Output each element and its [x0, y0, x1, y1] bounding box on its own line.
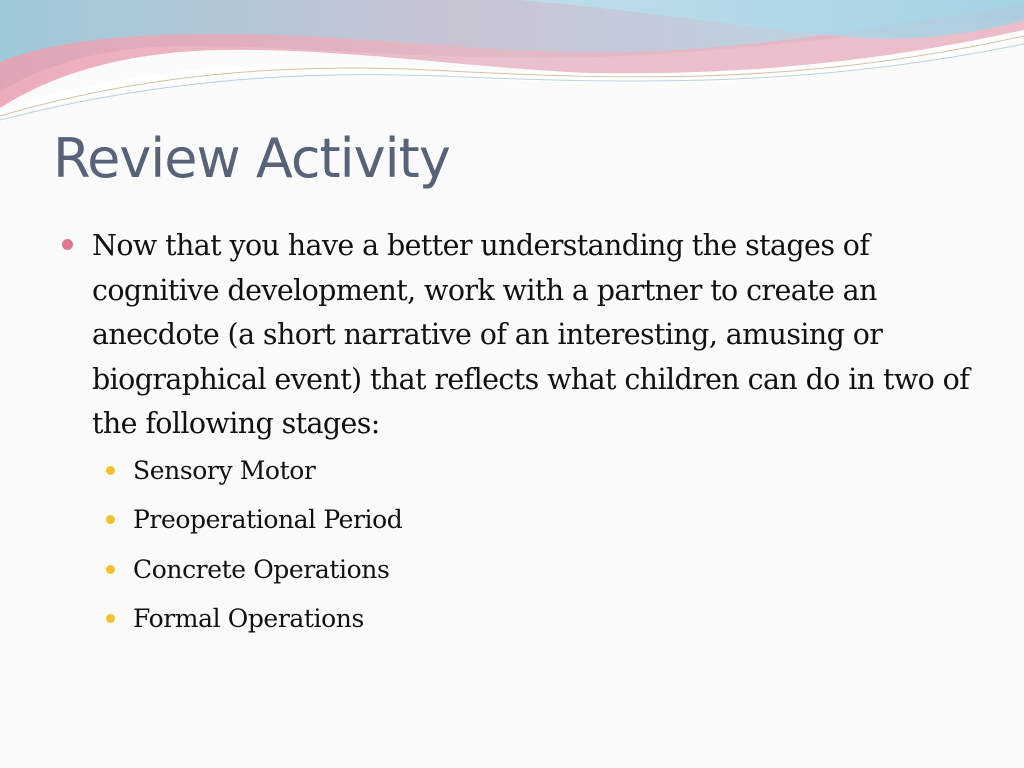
main-bullet-point — [62, 224, 982, 447]
list-item — [106, 599, 982, 649]
yellow-bullet-icon — [106, 515, 115, 524]
pink-bullet-icon — [62, 239, 73, 250]
stage-label: Formal Operations — [133, 604, 364, 633]
stage-label: Sensory Motor — [133, 455, 316, 485]
yellow-bullet-icon — [106, 466, 115, 475]
yellow-bullet-icon — [106, 614, 115, 623]
yellow-bullet-icon — [106, 565, 115, 574]
header-wave-decoration — [0, 0, 1024, 130]
list-item — [106, 550, 982, 600]
stages-list — [106, 451, 982, 649]
stage-label: Preoperational Period — [133, 505, 403, 534]
slide-body — [62, 224, 982, 649]
list-item — [106, 451, 982, 501]
stage-label: Concrete Operations — [133, 554, 390, 584]
main-bullet-text: Now that you have a better understanding the stages of cognitive development, work with a partner to create an anecdote (a short narrative of an interesting, amusing or biographical event) that reflects what children can do in two of the following stages: — [92, 229, 970, 440]
list-item — [106, 500, 982, 550]
slide-title: Review Activity — [53, 127, 450, 190]
